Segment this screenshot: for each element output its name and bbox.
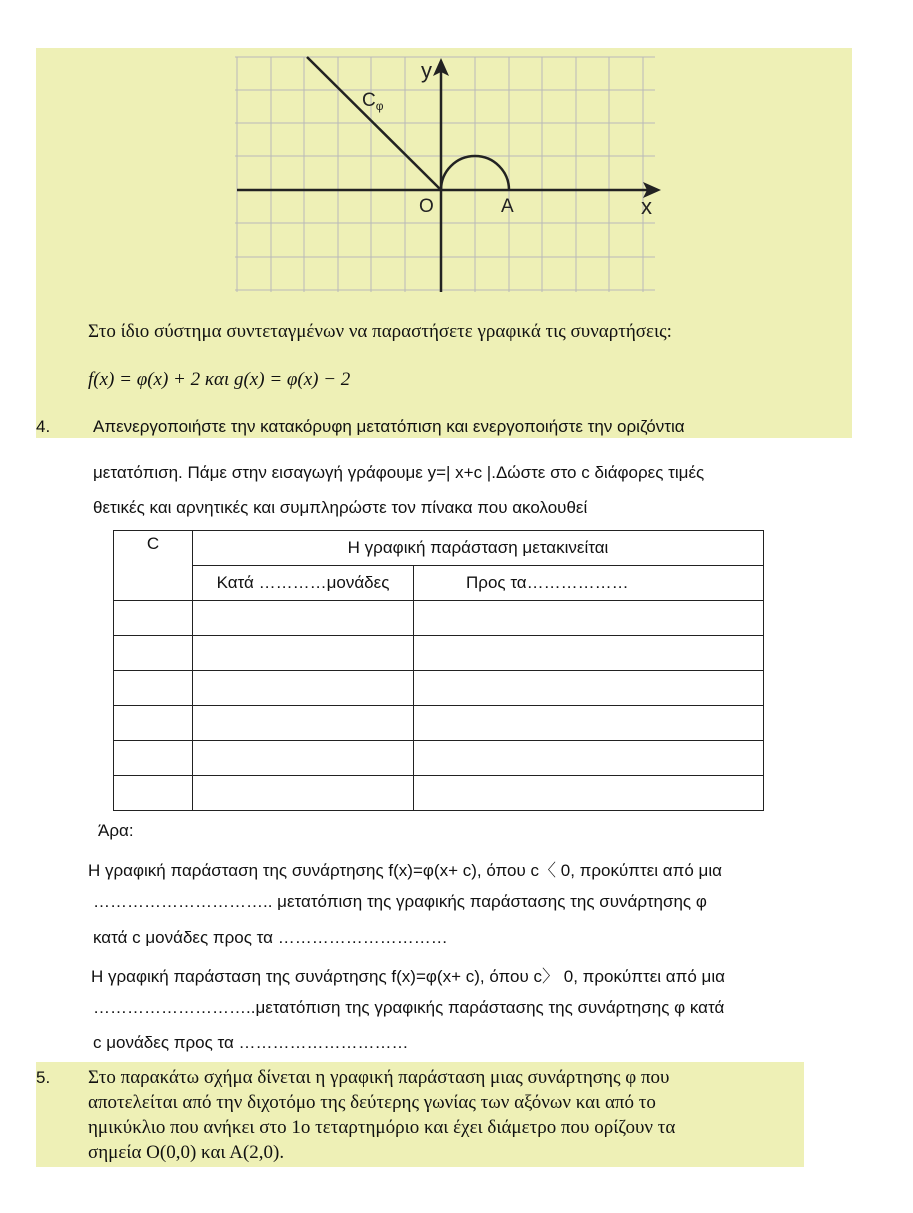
item5-line2: αποτελείται από την διχοτόμο της δεύτερης γωνίας των αξόνων και από το [88,1092,656,1113]
curve-label-subscript: φ [375,99,384,113]
table-cell[interactable] [114,671,193,706]
item4-line3: θετικές και αρνητικές και συμπληρώστε τον πίνακα που ακολουθεί [93,498,588,517]
origin-label: O [419,196,434,217]
p2-line1: Η γραφική παράσταση της συνάρτησης f(x)=φ(x+ c), όπου c〉 0, προκύπτει από μια [91,967,725,986]
function-graph [235,52,665,297]
table-row [114,741,764,776]
table-row [114,601,764,636]
sub-header-direction: Προς τα……………… [414,566,764,601]
table-cell[interactable] [193,741,414,776]
y-axis-label: y [421,58,432,83]
p2-line2: ………………………..μετατόπιση της γραφικής παράστασης της συνάρτησης φ κατά [93,998,725,1017]
table-cell[interactable] [193,671,414,706]
curve-label [362,90,384,113]
item5-line3: ημικύκλιο που ανήκει στο 1ο τεταρτημόριο και έχει διάμετρο που ορίζουν τα [88,1117,676,1138]
table-row [114,566,764,601]
table-cell[interactable] [414,741,764,776]
table-cell[interactable] [114,636,193,671]
table-row [114,776,764,811]
ara-label: Άρα: [98,821,134,840]
item5-line4: σημεία Ο(0,0) και Α(2,0). [88,1142,285,1163]
table-cell[interactable] [114,706,193,741]
p1-line3: κατά c μονάδες προς τα ………………………… [93,928,448,947]
table-cell[interactable] [193,636,414,671]
p1-line1: Η γραφική παράσταση της συνάρτησης f(x)=φ(x+ c), όπου c〈 0, προκύπτει από μια [88,861,722,880]
p2-line3: c μονάδες προς τα ………………………… [93,1033,409,1052]
point-a-label: A [501,196,514,217]
table-cell[interactable] [193,601,414,636]
item4-line2: μετατόπιση. Πάμε στην εισαγωγή γράφουμε y=| x+c |.Δώστε στο c διάφορες τιμές [93,463,705,482]
table-row [114,671,764,706]
table-cell[interactable] [414,671,764,706]
intro-line: Στο ίδιο σύστημα συντεταγμένων να παραστήσετε γραφικά τις συναρτήσεις: [88,321,672,342]
table-cell[interactable] [193,706,414,741]
table-cell[interactable] [193,776,414,811]
table-cell[interactable] [114,741,193,776]
table-cell[interactable] [414,776,764,811]
item5-number: 5. [36,1068,51,1087]
shift-table [113,530,764,811]
formula-line: f(x) = φ(x) + 2 και g(x) = φ(x) − 2 [88,369,351,390]
table-cell[interactable] [114,601,193,636]
x-axis-label: x [641,194,652,219]
curve-label-main: C [362,90,376,111]
table-cell[interactable] [114,776,193,811]
table-row [114,636,764,671]
header-c: C [114,531,193,601]
item4-line1: Απενεργοποιήστε την κατακόρυφη μετατόπιση και ενεργοποιήστε την οριζόντια [93,417,685,436]
table-cell[interactable] [414,601,764,636]
header-span: Η γραφική παράσταση μετακινείται [193,531,764,566]
table-cell[interactable] [414,706,764,741]
item4-number: 4. [36,417,51,436]
sub-header-units: Κατά …………μονάδες [193,566,414,601]
table-cell[interactable] [414,636,764,671]
p1-line2: ………………………….. μετατόπιση της γραφικής παράστασης της συνάρτησης φ [93,892,707,911]
table-row [114,531,764,566]
table-row [114,706,764,741]
item5-line1: Στο παρακάτω σχήμα δίνεται η γραφική παράσταση μιας συνάρτησης φ που [88,1067,670,1088]
